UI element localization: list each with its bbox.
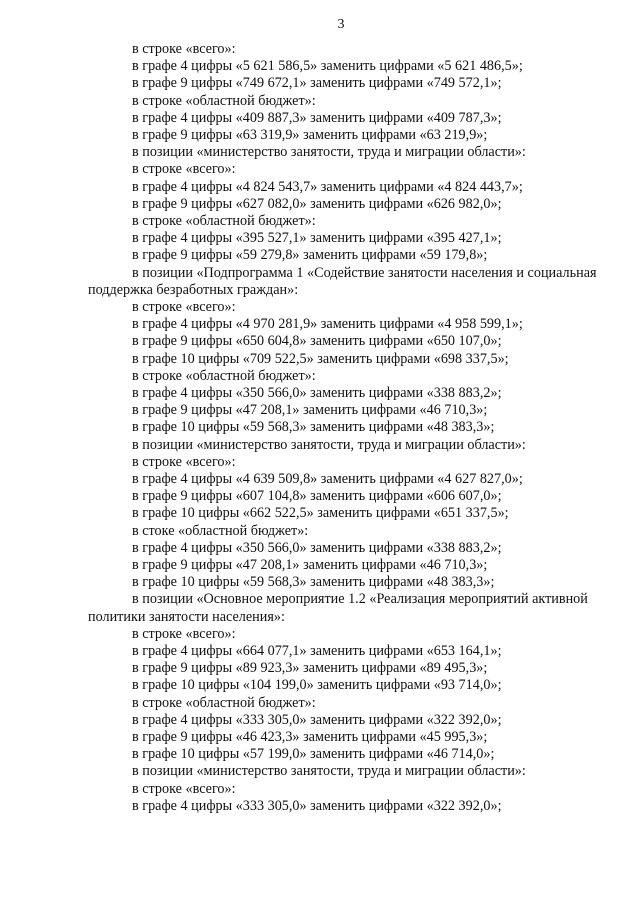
- paragraph-line: в графе 4 цифры «4 639 509,8» заменить цифрами «4 627 827,0»;: [132, 471, 523, 487]
- paragraph-line: в строке «областной бюджет»:: [132, 367, 316, 384]
- paragraph-line: в графе 9 цифры «47 208,1» заменить цифрами «46 710,3»;: [132, 557, 488, 573]
- paragraph-line: в строке «областной бюджет»:: [132, 213, 316, 229]
- paragraph-line: в графе 10 цифры «59 568,3» заменить цифрами «48 383,3»;: [132, 574, 495, 591]
- paragraph-line: в строке «всего»:: [132, 453, 236, 470]
- paragraph-line: в графе 4 цифры «350 566,0» заменить цифрами «338 883,2»;: [132, 385, 502, 401]
- paragraph-line: в позиции «министерство занятости, труда и миграции области»:: [132, 436, 526, 453]
- paragraph-line: в строке «всего»:: [132, 161, 236, 178]
- paragraph-line: в строке «областной бюджет»:: [132, 92, 316, 109]
- paragraph-line: в графе 10 цифры «104 199,0» заменить цифрами «93 714,0»;: [132, 677, 502, 694]
- paragraph-line: в графе 10 цифры «59 568,3» заменить цифрами «48 383,3»;: [132, 419, 495, 436]
- paragraph-line: в строке «всего»:: [132, 299, 236, 315]
- paragraph-line: в строке «всего»:: [132, 780, 236, 797]
- paragraph-line: в графе 10 цифры «662 522,5» заменить цифрами «651 337,5»;: [132, 505, 509, 522]
- page-number: 3: [337, 17, 345, 32]
- paragraph-line: в графе 4 цифры «664 077,1» заменить цифрами «653 164,1»;: [132, 643, 502, 659]
- paragraph-line: в позиции «Основное мероприятие 1.2 «Реализация мероприятий активной: [132, 591, 588, 608]
- paragraph-line: в графе 9 цифры «749 672,1» заменить цифрами «749 572,1»;: [132, 75, 502, 92]
- paragraph-line: в графе 10 цифры «57 199,0» заменить цифрами «46 714,0»;: [132, 746, 495, 763]
- paragraph-line: в графе 4 цифры «4 824 543,7» заменить цифрами «4 824 443,7»;: [132, 178, 523, 195]
- paragraph-line: в графе 10 цифры «709 522,5» заменить цифрами «698 337,5»;: [132, 350, 509, 367]
- paragraph-line: в позиции «Подпрограмма 1 «Содействие занятости населения и социальная: [132, 264, 597, 281]
- paragraph-line: в графе 9 цифры «47 208,1» заменить цифрами «46 710,3»;: [132, 402, 488, 419]
- paragraph-line: в позиции «министерство занятости, труда и миграции области»:: [132, 763, 526, 780]
- paragraph-line: в графе 9 цифры «59 279,8» заменить цифрами «59 179,8»;: [132, 247, 488, 264]
- paragraph-line: в графе 4 цифры «409 887,3» заменить цифрами «409 787,3»;: [132, 109, 502, 126]
- paragraph-continuation-line: политики занятости населения»:: [88, 608, 285, 625]
- paragraph-line: в строке «всего»:: [132, 625, 236, 642]
- paragraph-line: в графе 9 цифры «627 082,0» заменить цифрами «626 982,0»;: [132, 195, 502, 212]
- paragraph-line: в графе 4 цифры «350 566,0» заменить цифрами «338 883,2»;: [132, 539, 502, 556]
- paragraph-line: в графе 4 цифры «333 305,0» заменить цифрами «322 392,0»;: [132, 711, 502, 728]
- paragraph-line: в графе 4 цифры «4 970 281,9» заменить цифрами «4 958 599,1»;: [132, 316, 523, 333]
- paragraph-line: в строке «областной бюджет»:: [132, 694, 316, 711]
- paragraph-line: в графе 4 цифры «333 305,0» заменить цифрами «322 392,0»;: [132, 797, 502, 814]
- paragraph-line: в графе 9 цифры «607 104,8» заменить цифрами «606 607,0»;: [132, 488, 502, 505]
- paragraph-line: в графе 4 цифры «395 527,1» заменить цифрами «395 427,1»;: [132, 230, 502, 247]
- paragraph-line: в графе 9 цифры «46 423,3» заменить цифрами «45 995,3»;: [132, 729, 488, 745]
- paragraph-line: в строке «всего»:: [132, 41, 236, 57]
- paragraph-line: в графе 4 цифры «5 621 586,5» заменить цифрами «5 621 486,5»;: [132, 58, 523, 75]
- paragraph-line: в позиции «министерство занятости, труда и миграции области»:: [132, 144, 526, 161]
- paragraph-continuation-line: поддержка безработных граждан»:: [88, 281, 299, 298]
- paragraph-line: в графе 9 цифры «63 319,9» заменить цифрами «63 219,9»;: [132, 127, 488, 143]
- paragraph-line: в стоке «областной бюджет»:: [132, 522, 309, 539]
- paragraph-line: в графе 9 цифры «650 604,8» заменить цифрами «650 107,0»;: [132, 333, 502, 350]
- paragraph-line: в графе 9 цифры «89 923,3» заменить цифрами «89 495,3»;: [132, 660, 488, 677]
